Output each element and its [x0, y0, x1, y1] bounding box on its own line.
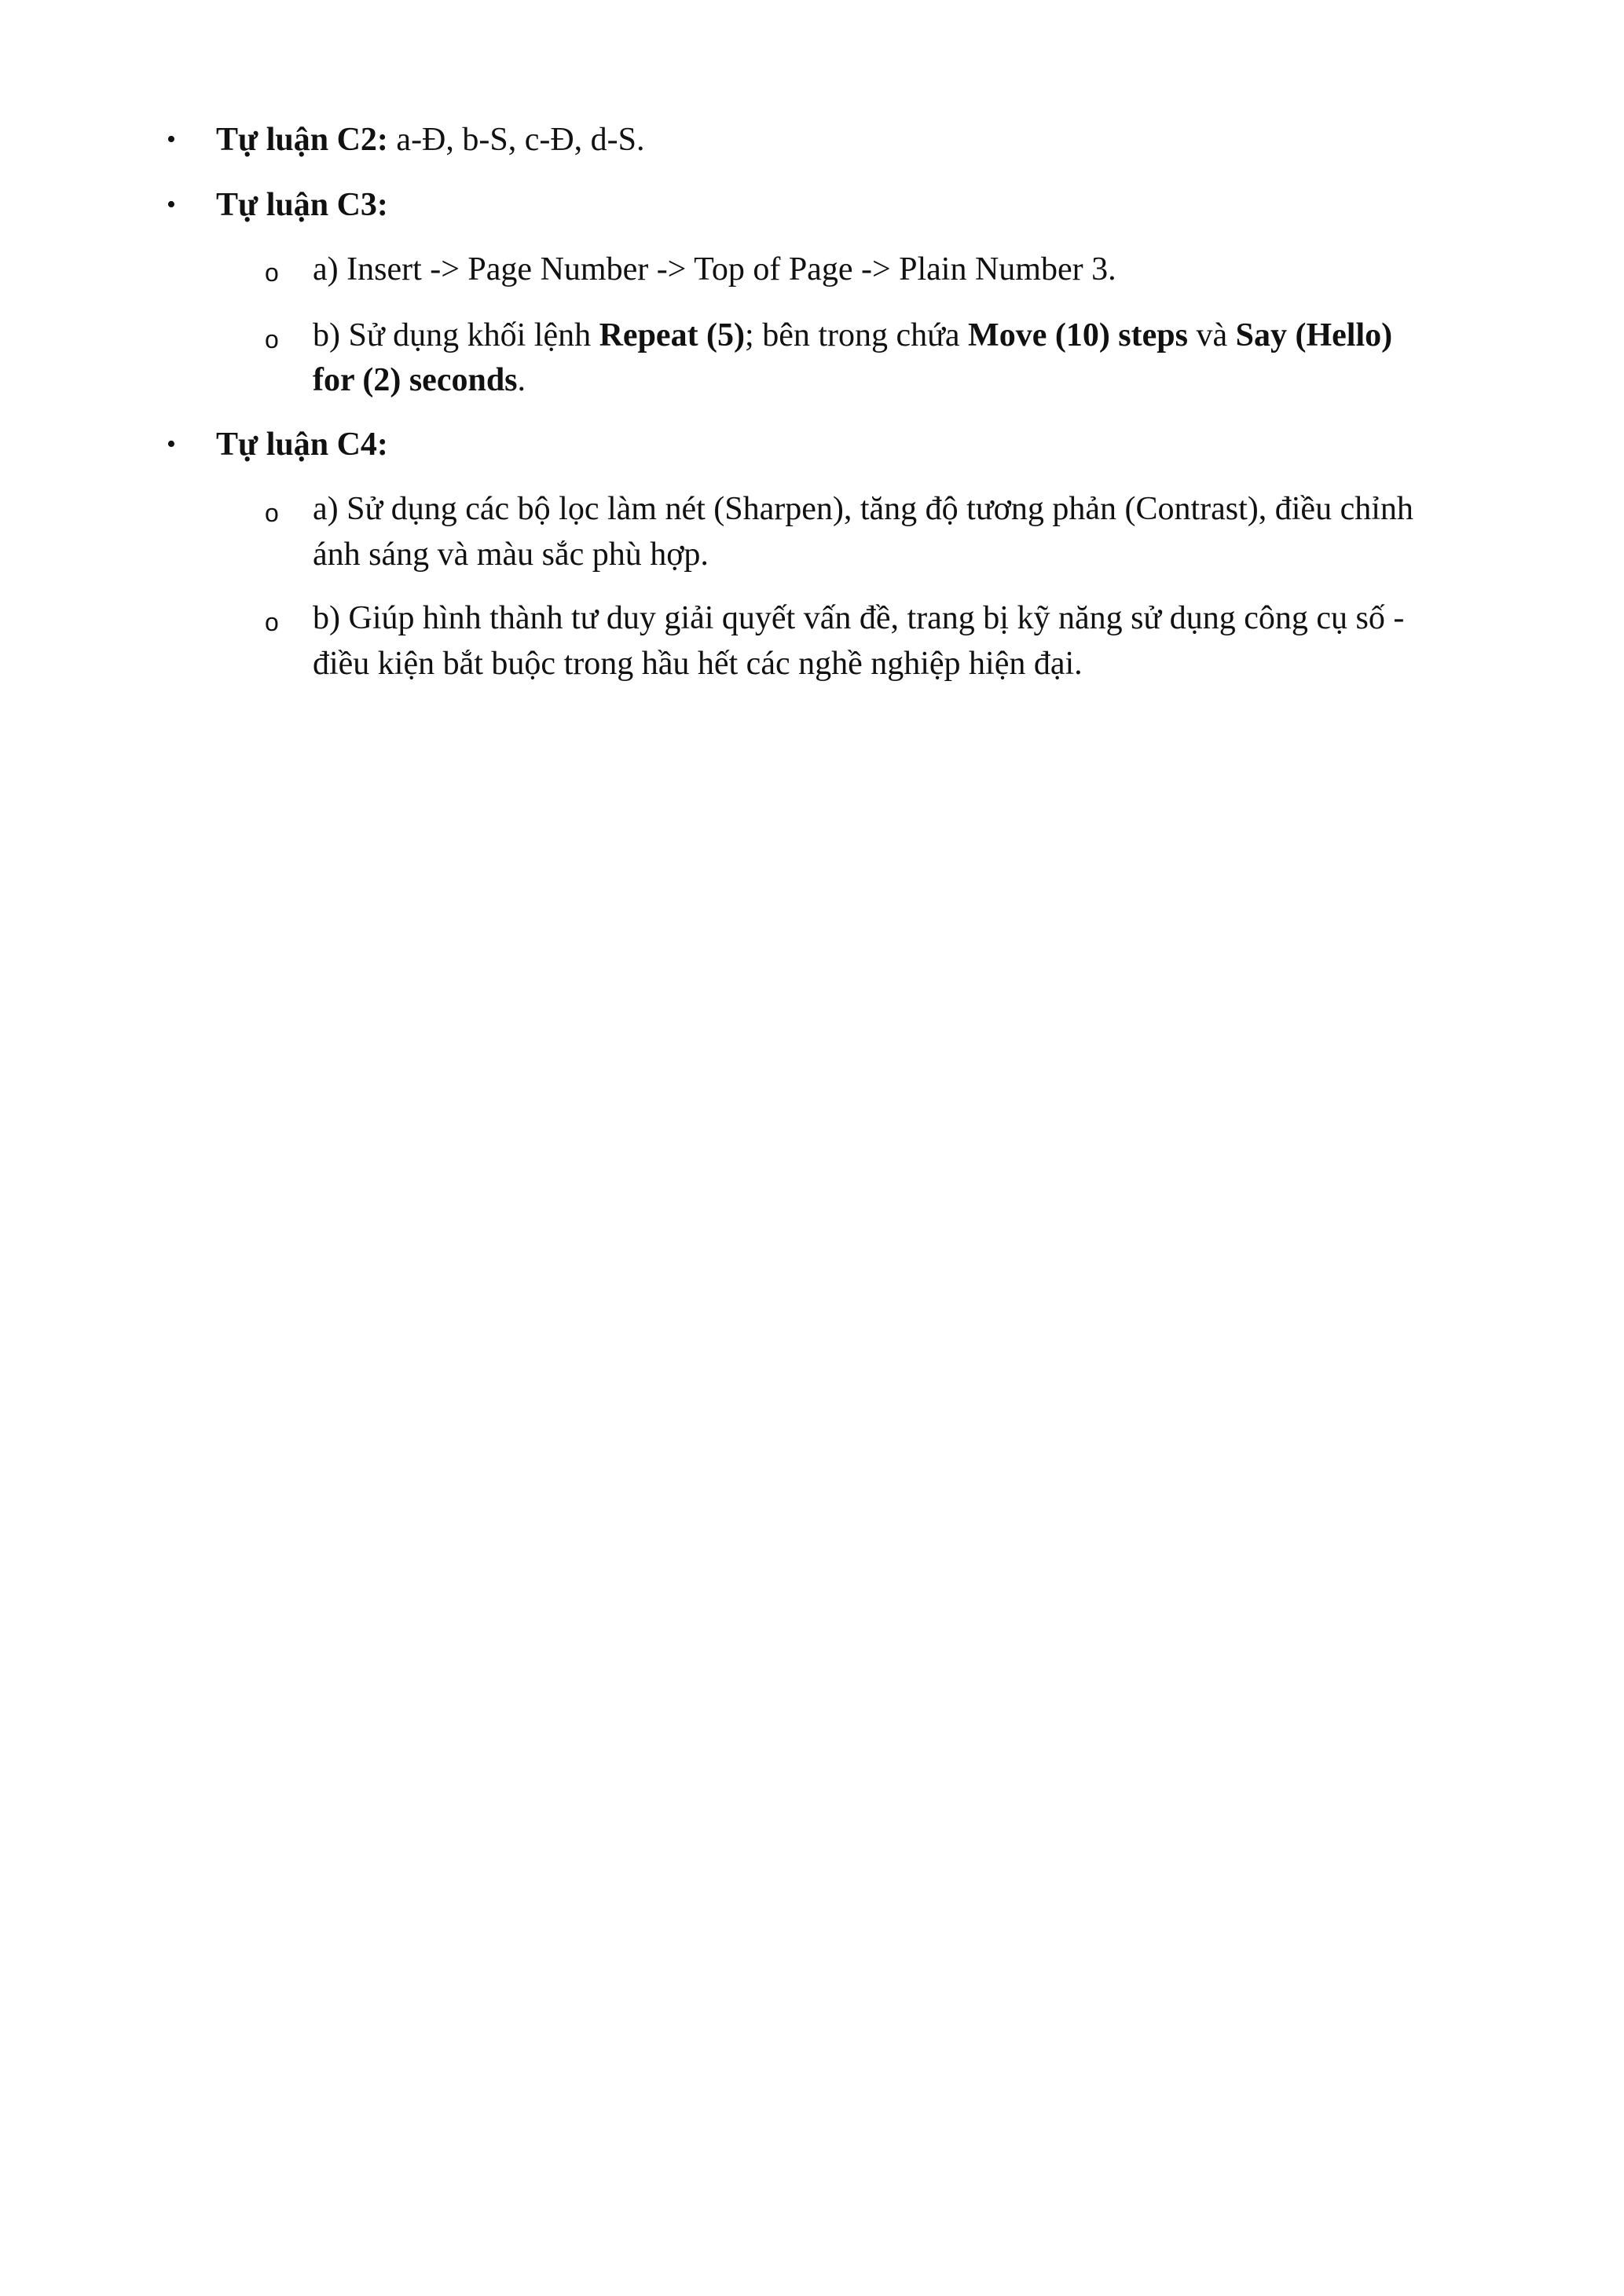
- section-c4-item-b-line2: [313, 641, 1083, 687]
- section-c4-item-a-line2: [313, 532, 709, 577]
- section-c3-item-b-mid1: ; bên trong chứa: [745, 317, 969, 353]
- section-c3-item-b-line2: [313, 357, 526, 403]
- section-c3-title: [216, 182, 388, 228]
- circle-marker: o: [265, 499, 279, 527]
- section-c4-item-b-text2: điều kiện bắt buộc trong hầu hết các nghề nghiệp hiện đại.: [313, 646, 1083, 682]
- section-c3-item-b-mid2: và: [1187, 317, 1236, 353]
- section-c3-item-a: [313, 247, 1116, 292]
- section-c3-item-b-line1: [313, 313, 1392, 358]
- section-c4-title-text: Tự luận C4:: [216, 427, 388, 463]
- section-c3-item-b-prefix: b) Sử dụng khối lệnh: [313, 317, 599, 353]
- section-c3-item-b-bold2: Move (10) steps: [968, 317, 1188, 353]
- section-c3-item-b-bold4: for (2) seconds: [313, 362, 518, 398]
- circle-marker: o: [265, 608, 279, 636]
- section-c4-item-a-text2: ánh sáng và màu sắc phù hợp.: [313, 536, 709, 573]
- bullet-marker: •: [167, 190, 176, 219]
- section-c2: [216, 117, 645, 163]
- section-c2-answer: a-Đ, b-S, c-Đ, d-S.: [396, 122, 645, 158]
- section-c4-title: [216, 422, 388, 467]
- bullet-marker: •: [167, 125, 176, 154]
- section-c4-item-b-line1: [313, 595, 1404, 641]
- section-c3-item-b-suffix: .: [517, 362, 526, 398]
- circle-marker: o: [265, 258, 279, 287]
- section-c2-title: Tự luận C2:: [216, 122, 388, 158]
- bullet-marker: •: [167, 430, 176, 459]
- circle-marker: o: [265, 325, 279, 353]
- section-c4-item-b-text1: b) Giúp hình thành tư duy giải quyết vấn đề, trang bị kỹ năng sử dụng công cụ số -: [313, 600, 1405, 636]
- section-c3-title-text: Tự luận C3:: [216, 187, 388, 223]
- section-c4-item-a-text1: a) Sử dụng các bộ lọc làm nét (Sharpen), tăng độ tương phản (Contrast), điều chỉnh: [313, 491, 1413, 527]
- section-c3-item-b-bold1: Repeat (5): [599, 317, 746, 353]
- section-c4-item-a-line1: [313, 486, 1413, 532]
- section-c3-item-b-bold3: Say (Hello): [1235, 317, 1393, 353]
- section-c3-item-a-text: a) Insert -> Page Number -> Top of Page -> Plain Number 3.: [313, 251, 1116, 287]
